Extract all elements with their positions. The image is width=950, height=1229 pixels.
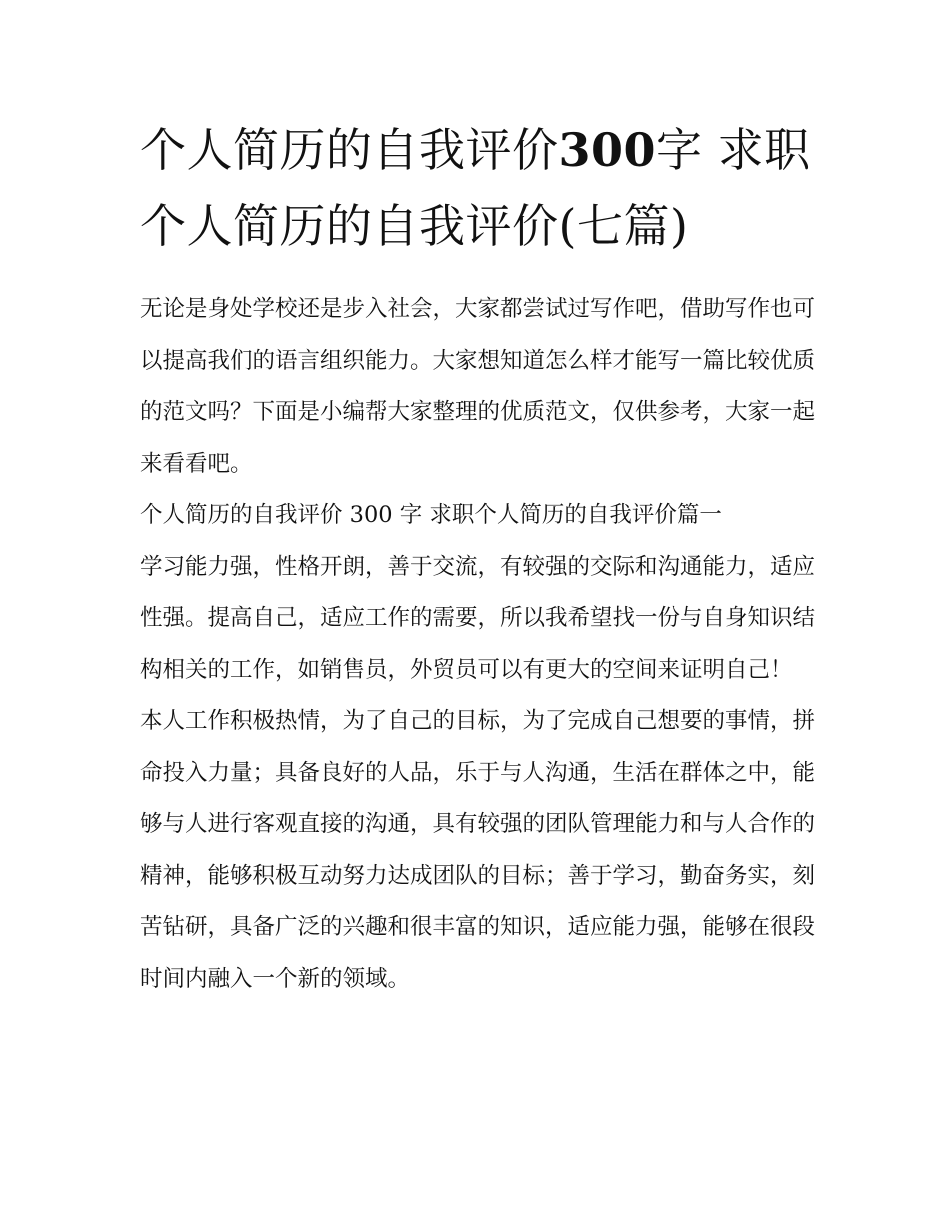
section-heading: 个人简历的自我评价 300 字 求职个人简历的自我评价篇一 [140,502,722,528]
title-part-1: 个人简历的自我评价 [140,123,559,177]
body-paragraph-2: 本人工作积极热情，为了自己的目标，为了完成自己想要的事情，拼命投入力量；具备良好的人品，乐于与人沟通，生活在群体之中，能够与人进行客观直接的沟通，具有较强的团队管理能力和与人合作的精神，能够积极互动努力达成团队的目标；善于学习，勤奋务实，刻苦钻研，具备广泛的兴趣和很丰富的知识，适应能力强，能够在很段时间内融入一个新的领域。 [140,708,816,992]
document-title [140,112,815,264]
document-page [140,112,815,1005]
intro-paragraph: 无论是身处学校还是步入社会，大家都尝试过写作吧，借助写作也可以提高我们的语言组织能力。大家想知道怎么样才能写一篇比较优质的范文吗？下面是小编帮大家整理的优质范文，仅供参考，大家一起来看看吧。 [140,296,816,477]
title-number: 300 [558,123,657,177]
body-paragraph-1: 学习能力强，性格开朗，善于交流，有较强的交际和沟通能力，适应性强。提高自己，适应工作的需要，所以我希望找一份与自身知识结构相关的工作，如销售员，外贸员可以有更大的空间来证明自己！ [140,553,816,683]
title-part-2: 字 求职个人简历的自我评价(七篇) [140,123,811,253]
